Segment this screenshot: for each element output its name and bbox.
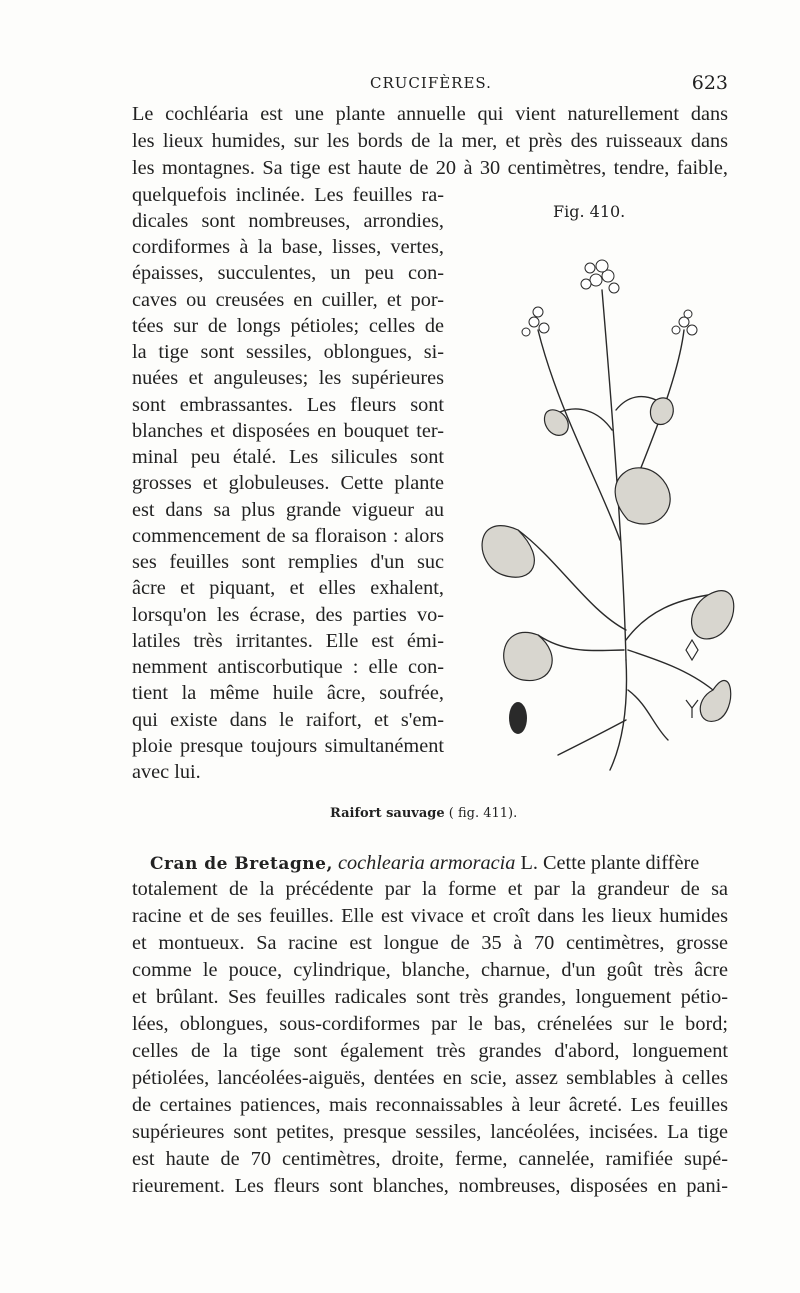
text-line: sont embrassantes. Les fleurs sont	[132, 394, 444, 416]
text-line: racine et de ses feuilles. Elle est vivace et croît dans les lieux humides	[132, 905, 728, 927]
text-line: et brûlant. Ses feuilles radicales sont très grandes, longuement pétio-	[132, 986, 728, 1008]
text-line: minal peu étalé. Les silicules sont	[132, 446, 444, 468]
text-line: quelquefois inclinée. Les feuilles ra-	[132, 184, 444, 206]
text-fragment: L. Cette plante diffère	[520, 852, 700, 874]
text-line: ploie presque toujours simultanément	[132, 735, 444, 757]
text-line: épaisses, succulentes, un peu con-	[132, 262, 444, 284]
running-title: CRUCIFÈRES.	[370, 74, 492, 92]
text-line: les lieux humides, sur les bords de la mer, et près des ruisseaux dans	[132, 130, 728, 152]
caption-name: Raifort sauvage	[330, 806, 445, 821]
text-line: nuées et anguleuses; les supérieures	[132, 367, 444, 389]
lead-term: Cran de Bretagne,	[150, 854, 333, 874]
text-line: est dans sa plus grande vigueur au	[132, 499, 444, 521]
cochlearia-illustration	[478, 180, 740, 780]
page-number: 623	[691, 72, 728, 94]
figure-caption	[330, 806, 517, 821]
caption-ref: ( fig. 411).	[448, 806, 518, 821]
text-line: qui existe dans le raifort, et s'em-	[132, 709, 444, 731]
text-line: blanches et disposées en bouquet ter-	[132, 420, 444, 442]
text-line: pétiolées, lancéolées-aiguës, dentées en scie, assez semblables à celles	[132, 1067, 728, 1089]
text-line: rieurement. Les fleurs sont blanches, nombreuses, disposées en pani-	[132, 1175, 728, 1197]
text-line: comme le pouce, cylindrique, blanche, charnue, d'un goût très âcre	[132, 959, 728, 981]
text-line: tées sur de longs pétioles; celles de	[132, 315, 444, 337]
text-line: avec lui.	[132, 761, 201, 783]
text-line: cordiformes à la base, lisses, vertes,	[132, 236, 444, 258]
text-line-first	[150, 850, 728, 877]
text-line: Le cochléaria est une plante annuelle qui vient naturellement dans	[132, 103, 728, 125]
text-line: celles de la tige sont également très grandes d'abord, longuement	[132, 1040, 728, 1062]
latin-name: cochlearia armoracia	[337, 852, 516, 874]
text-line: âcre et piquant, et elles exhalent,	[132, 577, 444, 599]
text-line: et montueux. Sa racine est longue de 35 à 70 centimètres, grosse	[132, 932, 728, 954]
text-line: de certaines patiences, mais reconnaissables à leur âcreté. Les feuilles	[132, 1094, 728, 1116]
text-line: nemment antiscorbutique : elle con-	[132, 656, 444, 678]
text-line: commencement de sa floraison : alors	[132, 525, 444, 547]
text-line: ses feuilles sont remplies d'un suc	[132, 551, 444, 573]
text-line: supérieures sont petites, presque sessiles, lancéolées, incisées. La tige	[132, 1121, 728, 1143]
text-line: totalement de la précédente par la forme et par la grandeur de sa	[132, 878, 728, 900]
text-line: lorsqu'on les écrase, des parties vo-	[132, 604, 444, 626]
text-line: dicales sont nombreuses, arrondies,	[132, 210, 444, 232]
text-line: caves ou creusées en cuiller, et por-	[132, 289, 444, 311]
running-head	[0, 74, 800, 98]
text-line: la tige sont sessiles, oblongues, si-	[132, 341, 444, 363]
text-line: lées, oblongues, sous-cordiformes par le bas, crénelées sur le bord;	[132, 1013, 728, 1035]
text-line: tient la même huile âcre, soufrée,	[132, 682, 444, 704]
text-line: est haute de 70 centimètres, droite, ferme, cannelée, ramifiée supé-	[132, 1148, 728, 1170]
text-line: grosses et globuleuses. Cette plante	[132, 472, 444, 494]
text-line: latiles très irritantes. Elle est émi-	[132, 630, 444, 652]
figure-label: Fig. 410.	[553, 202, 626, 221]
text-line: les montagnes. Sa tige est haute de 20 à 30 centimètres, tendre, faible,	[132, 157, 728, 179]
